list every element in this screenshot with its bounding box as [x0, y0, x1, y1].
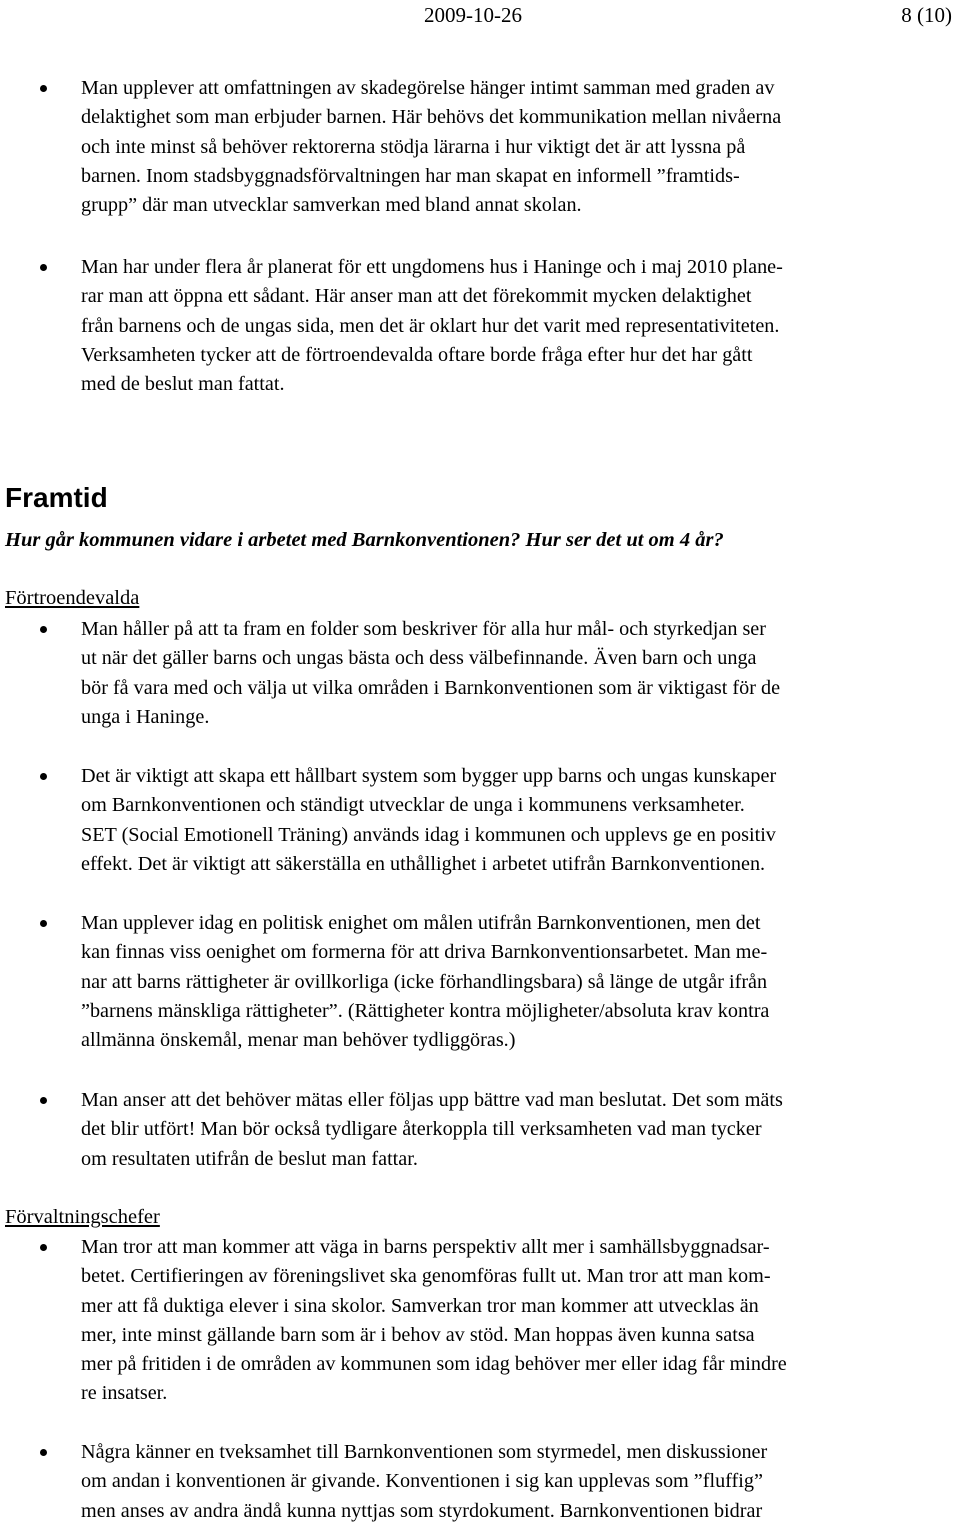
bullet-line: från barnens och de ungas sida, men det är oklart hur det varit med representativiteten.	[81, 314, 780, 337]
group-label-forvaltningschefer: Förvaltningschefer	[5, 1206, 160, 1228]
bullet-line: om resultaten utifrån de beslut man fattar.	[81, 1147, 418, 1170]
header-page-number: 8 (10)	[901, 3, 952, 27]
bullet-line: grupp” där man utvecklar samverkan med bland annat skolan.	[81, 194, 582, 217]
bullet-line: mer på fritiden i de områden av kommunen som idag behöver mer eller idag får mindre	[81, 1353, 787, 1376]
bullet-line: med de beslut man fattat.	[81, 373, 285, 396]
bullet-line: om andan i konventionen är givande. Konventionen i sig kan upplevas som ”fluffig”	[81, 1470, 763, 1493]
bullet-line: nar att barns rättigheter är ovillkorliga (icke förhandlingsbara) så länge de utgår ifrån	[81, 970, 768, 993]
bullet-dot-icon	[40, 773, 47, 780]
bullet-line: Man anser att det behöver mätas eller följas upp bättre vad man beslutat. Det som mäts	[81, 1089, 783, 1111]
bullet-line: Man upplever idag en politisk enighet om målen utifrån Barnkonventionen, men det	[81, 912, 761, 934]
bullet-line: effekt. Det är viktigt att säkerställa en uthållighet i arbetet utifrån Barnkonventionen.	[81, 852, 766, 875]
bullet-line: rar man att öppna ett sådant. Här anser man att det förekommit mycken delaktighet	[81, 285, 752, 308]
bullet-line: SET (Social Emotionell Träning) används idag i kommunen och upplevs ge en positiv	[81, 823, 776, 846]
bullet-line: barnen. Inom stadsbyggnadsförvaltningen har man skapat en informell ”framtids-	[81, 164, 740, 187]
bullet-line: Man har under flera år planerat för ett ungdomens hus i Haninge och i maj 2010 plane-	[81, 256, 783, 278]
bullet-line: re insatser.	[81, 1382, 168, 1405]
bullet-line: men anses av andra ändå kunna nyttjas som styrdokument. Barnkonventionen bidrar	[81, 1499, 763, 1522]
bullet-line: delaktighet som man erbjuder barnen. Här behövs det kommunikation mellan nivåerna	[81, 106, 782, 129]
bullet-dot-icon	[40, 626, 47, 633]
bullet-line: det blir utfört! Man bör också tydligare återkoppla till verksamheten vad man tycker	[81, 1118, 762, 1141]
bullet-line: unga i Haninge.	[81, 705, 210, 728]
group-label-fortroendevalda: Förtroendevalda	[5, 587, 140, 609]
bullet-line: ut när det gäller barns och ungas bästa och dess välbefinnande. Även barn och unga	[81, 647, 757, 670]
bullet-line: Man upplever att omfattningen av skadegörelse hänger intimt samman med graden av	[81, 77, 775, 99]
bullet-line: kan finnas viss oenighet om formerna för att driva Barnkonventionsarbetet. Man me-	[81, 941, 768, 964]
page-header	[0, 0, 960, 30]
bullet-line: Man tror att man kommer att väga in barns perspektiv allt mer i samhällsbyggnadsar-	[81, 1236, 770, 1258]
bullet-line: Verksamheten tycker att de förtroendevalda oftare borde fråga efter hur det har gått	[81, 343, 753, 366]
bullet-line: och inte minst så behöver rektorerna stödja lärarna i hur viktigt det är att lyssna på	[81, 135, 746, 158]
bullet-dot-icon	[40, 1449, 47, 1456]
bullet-line: mer att få duktiga elever i sina skolor. Samverkan tror man kommer att utvecklas än	[81, 1294, 759, 1317]
bullet-dot-icon	[40, 920, 47, 927]
bullet-line: om Barnkonventionen och ständigt utvecklar de unga i kommunens verksamheter.	[81, 794, 745, 817]
header-date: 2009-10-26	[424, 3, 522, 27]
bullet-line: ”barnens mänskliga rättigheter”. (Rättigheter kontra möjligheter/absoluta krav kontra	[81, 999, 770, 1022]
bullet-line: allmänna önskemål, menar man behöver tydliggöras.)	[81, 1029, 516, 1052]
bullet-line: bör få vara med och välja ut vilka områden i Barnkonventionen som är viktigast för de	[81, 676, 781, 699]
section-question: Hur går kommunen vidare i arbetet med Barnkonventionen? Hur ser det ut om 4 år?	[5, 529, 724, 551]
bullet-line: Några känner en tveksamhet till Barnkonventionen som styrmedel, men diskussioner	[81, 1441, 768, 1463]
bullet-dot-icon	[40, 264, 47, 271]
bullet-dot-icon	[40, 1244, 47, 1251]
bullet-dot-icon	[40, 1097, 47, 1104]
bullet-line: Det är viktigt att skapa ett hållbart system som bygger upp barns och ungas kunskaper	[81, 765, 777, 787]
bullet-dot-icon	[40, 85, 47, 92]
bullet-line: Man håller på att ta fram en folder som beskriver för alla hur mål- och styrkedjan ser	[81, 618, 766, 640]
bullet-line: mer, inte minst gällande barn som är i behov av stöd. Man hoppas även kunna satsa	[81, 1323, 755, 1346]
section-heading: Framtid	[5, 482, 108, 513]
bullet-line: betet. Certifieringen av föreningslivet ska genomföras fullt ut. Man tror att man kom-	[81, 1265, 771, 1288]
